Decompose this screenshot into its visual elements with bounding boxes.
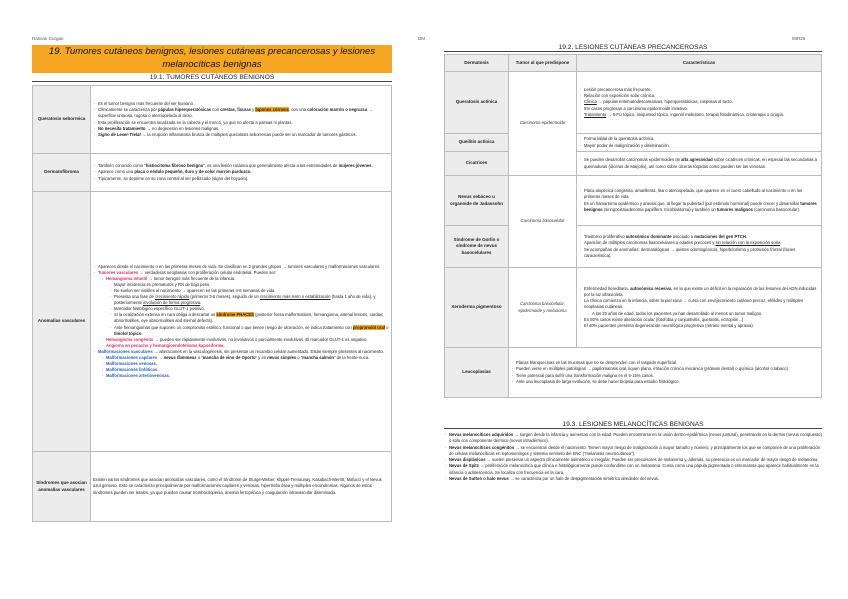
header-author: Rasvan Gurgan (32, 36, 64, 41)
list-item: · A los 20 años de edad, todos los pacientes ya han desarrollado al menos un tumor maligno. (592, 311, 819, 317)
row-content (577, 176, 822, 226)
list-item: · Hemangioma infantil → tumor benigno más frecuente de la infancia. · Mayor incidencia en prematuros y RN de bajo peso. · No suelen ser visibles al nacimiento → aparecen en las primeras 4-6 semanas de vida. · Presenta una fase de crecimiento rápido (primeros 3-6 meses), seguido de un crecimiento más lento o estabilización (hasta 1 año de vida), y posteriormente involución de forma progresiva. · Marcador histológico específico GLUT-1 positivo. · Si la ocalización extensa en cara obliga a descartar un síndrome PHACES (posterior fossa malformations, hemangioma, arterial lesions, cardiac abnormalities, eye abnormalities and sternal defects). · Ante hemangiomas que suponen un compromiso estético, funcional o que tienen riesgo de ulceración, se indica tratamiento con propranolol oral o timolol tópico. (106, 276, 389, 336)
column-header: Características (577, 55, 822, 72)
row-label: Dermatofibroma (33, 154, 91, 192)
list-item: · En 80% casos existe alteración ocular (fotofobia y conjuntivitis, queratitis, ectropión...) (584, 317, 819, 323)
list-item: · Pueden verse en múltiples patologías → papilomatosis oral, liquen plano, irritación crónica mecánica (prótesis dental) o química (alcohol o tabaco). (516, 366, 819, 372)
row-label: Cicatrices (445, 152, 509, 176)
list-item: · Tumores vasculares → verdaderas neoplasias con proliferación celular endotelial. Pueden ser: · Hemangioma infantil → tumor benigno más frecuente de la infancia. · Mayor incidencia en prematuros y RN de bajo peso. · No suelen ser visibles al nacimiento → aparecen en las primeras 4-6 semanas de vida. · Presenta una fase de crecimiento rápido (primeros 3-6 meses), seguido de un crecimiento más lento o estabilización (hasta 1 año de vida), y posteriormente involución de forma progresiva. · Marcador histológico específico GLUT-1 positivo. · Si la ocalización extensa en cara obliga a descartar un síndrome PHACES (posterior fossa malformations, hemangioma, arterial lesions, cardiac abnormalities, eye abnormalities and sternal defects). · Ante hemangiomas que suponen un compromiso estético, funcional o que tienen riesgo de ulceración, se indica tratamiento con propranolol oral o timolol tópico. · Hemangioma congénito → pueden ser rápidamente involutivos, no involutivos o parcialmente involutivos. El marcador GLUT-1 es negativo. · Angioma en penacho y hemangioendotelioma kaposiforme. (98, 270, 389, 349)
predisposed-tumor: Carcinoma basocelular (509, 176, 577, 268)
list-item: · Aparece como una placa o nódulo pequeño, duro y de color marrón parduzco. (98, 169, 389, 175)
row-content (577, 226, 822, 268)
list-item: · Enfermedad hereditaria, autosómica recesiva, en la que existe un déficit en la reparación de las lesiones del ADN inducidas por la luz ultravioleta. (584, 286, 819, 298)
list-item: · Esta proliferación se encuentra localizada en la cabeza y el tronco, ya que no afecta a palmas ni plantas. (98, 120, 389, 126)
row-content (91, 86, 392, 154)
list-item: · Nevus de Sutton o halo nevus → se caracteriza por un halo de despigmentación simétrico alrededor del nevus. (449, 476, 822, 482)
list-item: · Típicamente, se deprime en su zona central al ser pellizcado (signo del hoyuelo). (98, 176, 389, 182)
row-label: Xeroderma pigmentoso (445, 268, 509, 348)
row-content (577, 268, 822, 348)
list-item: · Lesión precancerosa más frecuente. (584, 87, 819, 93)
list-item: · Se pueden desarrollar carcinomas epidermoides de alta agresividad sobre cicatrices crónicas, en especial las secundarias a quemaduras (úlceras de Marjolin), así como sobre úlceras tórpidas como pueden ser las venosas. (584, 157, 819, 169)
section-title-precancerosas: 19.2. LESIONES CUTÁNEAS PRECANCEROSAS (444, 44, 822, 52)
row-content (91, 192, 392, 452)
predisposed-tumor: Carcinoma basocelular, epidermoide y melanoma (509, 268, 577, 348)
column-header: Dermatosis (445, 55, 509, 72)
list-item: · Ante hemangiomas que suponen un compromiso estético, funcional o que tienen riesgo de ulceración, se indica tratamiento con propranolol oral o timolol tópico. (114, 325, 389, 337)
row-content: Existen varios síndromes que asocian anomalías vasculares, como el Síndrome de Sturge-Weber, Klippel-Trenaunay, Kasabach-Merritt, Mafucci y el Nevus azul gomoso. Esto se caracteriza principalmente por malformaciones capilares y venosas, hipertrofia ósea y múltiples encondromas. Algunos de estos síndromes pueden ser letales, ya que pueden causar trombocitopenia, anemia ferropénica y coagulación intravascular diseminada. (91, 452, 392, 522)
list-item: · Malformaciones capilares → nevus flammeus o "mancha de vino de Oporto" y en nevus simplex o "mancha salmón" de la frente-nuca. (106, 355, 389, 361)
list-item: · Nevus de Spitz → proliferación melanocítica que clínica e histológicamente puede confundirse con un melanoma. Cursa como una pápula pigmentada o eritematosa que aparece habitualmente en la infancia o adolescencia. Se localiza con frecuencia en la cara. (449, 463, 822, 476)
tumores-benignos-table (32, 85, 392, 522)
list-item: · Malformaciones arteriovenosas. (106, 373, 389, 379)
row-label: Leucoplasias (445, 348, 509, 398)
list-item: · La clínica comienza en la infancia, sobre la piel sana → cursa con envejecimiento cutáneo precoz, efélides y múltiples neoplasias cutáneas. (584, 298, 819, 310)
row-content (509, 348, 822, 398)
list-item: · Angioma en penacho y hemangioendotelioma kaposiforme. (106, 343, 389, 349)
table-row (445, 348, 822, 398)
list-item: · Nevus displásicos → suelen presentar un aspecto clínicamente asimétrico o irregular. Pueden ser precursores de melanoma y, además, su presencia es un marcador de mayor riesgo de melanoma. (449, 457, 822, 463)
list-item: · Clínicamente se caracteriza por pápulas hiperqueratósicas con crestas, fisuras y tapones córneos, con una coloración marrón o negruzca → superficie untuosa, rugosa o aterciopelada al tacto. (98, 107, 389, 119)
list-item: · Hemangioma congénito → pueden ser rápidamente involutivos, no involutivos o parcialmente involutivos. El marcador GLUT-1 es negativo. (106, 337, 389, 343)
list-item: · Se acompañan de anomalías: dermatológicas → quistes odontogénicos, hipertelorismo y protrusión frontal (facies característica). (584, 247, 819, 259)
list-item: · Mayor incidencia en prematuros y RN de bajo peso. (114, 282, 389, 288)
list-item: · Mayor poder de malignización y diseminación. (584, 143, 819, 149)
row-content (577, 72, 822, 134)
header-center: DM (418, 36, 425, 41)
row-label: Anomalías vasculares (33, 192, 91, 452)
list-item: · Placas blanquecinas en las mucosas que no se desprenden con el raspado superficial. (516, 360, 819, 366)
page-title: 19. Tumores cutáneos benignos, lesiones cutáneas precancerosas y lesiones melanocíticas benignas (32, 45, 392, 73)
section-title-melanociticas: 19.3. LESIONES MELANOCÍTICAS BENIGNAS (444, 421, 822, 429)
row-content (577, 134, 822, 152)
list-item: · Tiene potencial para sufrir una transformación maligna en el 5-15% casos. (516, 373, 819, 379)
list-item: · Tratamiento → 5-FU tópico, imiquimod tópico, ingenol mebutano, terapia fotodinámica, crioterapia o cirugía. (584, 112, 819, 118)
table-row (445, 152, 822, 176)
list-item: · Malformaciones venosas. (106, 361, 389, 367)
row-content (91, 154, 392, 192)
list-item: · Ante una leucoplasia de larga evolución, se debe hacer biopsia para estudio histológico. (516, 379, 819, 385)
list-item: · Malformaciones linfáticas. (106, 367, 389, 373)
list-item: · Es el tumor benigno más frecuente del ser humano. (98, 101, 389, 107)
predisposed-tumor: Carcinoma epidermoide (509, 72, 577, 176)
table-row (445, 268, 822, 348)
row-content (577, 152, 822, 176)
list-item: · Nevus melanocíticos congénitos → se encuentran desde el nacimiento. Tienen mayor riesgo de malignización a mayor tamaño y número, y principalmente los que se componen de una proliferación de células melanocíticas en leptomeninges y sistema nervioso del SNC ("melanosis neurocutánea"). (449, 445, 822, 458)
list-item: · Nevus melanocíticos adquiridos → surgen desde la infancia y aumentan con la edad. Pueden encontrarse en la unión dermo-epidérmica (nevus juntural), penetrando en la dermis (nevus compuesto) o sólo con componente dérmico (nevus intradérmico). (449, 432, 822, 445)
table-header-row (445, 55, 822, 72)
list-item: · Relación con exposición solar crónica. (584, 93, 819, 99)
row-label: Queratosis actínica (445, 72, 509, 134)
list-item: · Malformaciones vasculares → alteraciones en la vasculogénesis, sin presentar un recambio celular aumentado. Están siempre presentes al nacimiento. · Malformaciones capilares → nevus flammeus o "mancha de vino de Oporto" y en nevus simplex o "mancha salmón" de la frente-nuca. · Malformaciones venosas. · Malformaciones linfáticas. · Malformaciones arteriovenosas. (98, 349, 389, 379)
list-item: · Es un hamartoma epidérmico y anexial que, al llegar la pubertad (por estímulo hormonal) puede crecer y desarrollar tumores benignos (siringocistoadenoma papilífero, tricoblastoma) y también un tumores malignos (carcinoma basocelular). (584, 201, 819, 213)
list-item: · No suelen ser visibles al nacimiento → aparecen en las primeras 4-6 semanas de vida. (114, 288, 389, 294)
nevus-list (444, 432, 822, 482)
table-row (33, 192, 392, 452)
header-right: MIR25 (792, 36, 806, 41)
precancerosas-table (444, 54, 822, 398)
list-item: · Clínica → pápulas eritematodescamativas, hiperqueratósicas, rasposas al tacto. (584, 99, 819, 105)
list-item: · Trastorno proliferativo autosómico dominante asociado a mutaciones del gen PTCH. (584, 234, 819, 240)
row-label: Queilitis actínica (445, 134, 509, 152)
row-label: Queratosis seborreica (33, 86, 91, 154)
table-row (33, 86, 392, 154)
list-item: · El 40% pacientes presenta degeneración neurológica progresiva (retraso mental y apraxia). (584, 323, 819, 329)
table-row (445, 72, 822, 134)
table-row (33, 452, 392, 522)
table-row (445, 176, 822, 226)
list-item: · Forma labial de la queratosis actínica. (584, 136, 819, 142)
list-item: · También conocido como "histiocitoma fibroso benigno", es una lesión cutánea que generalmente afecta a las extremidades de mujeres jóvenes. (98, 163, 389, 169)
list-item: · Presenta una fase de crecimiento rápido (primeros 3-6 meses), seguido de un crecimiento más lento o estabilización (hasta 1 año de vida), y posteriormente involución de forma progresiva. (114, 294, 389, 306)
list-item: · Signo de Leser-Trelat → la erupción inflamatoria brusca de múltiples queratosis seborreicas puede ser un marcador de tumores gástricos. (98, 132, 389, 138)
row-label: Síndrome de Gorlin o síndrome de nevus basocelulares (445, 226, 509, 268)
table-row (445, 226, 822, 268)
list-item: · Placa alopécica congénita, amarillenta, lisa o aterciopelada, que aparece en el cuero cabelludo al nacimiento o en los primeros meses de vida. (584, 188, 819, 200)
list-item: · Aparición de múltiples carcinomas basocelulares a edades precoces y sin relación con la exposición solar. (584, 240, 819, 246)
list-item: · 5% casos progresan a carcinoma epidermoide invasivo. (584, 106, 819, 112)
list-item: · Si la ocalización extensa en cara obliga a descartar un síndrome PHACES (posterior fossa malformations, hemangioma, arterial lesions, cardiac abnormalities, eye abnormalities and sternal defects). (114, 312, 389, 324)
row-label: Nevus sebáceo u organoide de Jadassohn (445, 176, 509, 226)
row-label: Síndromes que asocian anomalías vasculares (33, 452, 91, 522)
list-item: · Marcador histológico específico GLUT-1 positivo. (114, 306, 389, 312)
list-item: · Aparecen desde el nacimiento o en las primeras meses de vida. Se clasifican en 2 grandes grupos → tumores vasculares y malformaciones vasculares. (98, 264, 389, 270)
column-header: Tumor al que predispone (509, 55, 577, 72)
list-item: · No necesita tratamiento → no degeneran en lesiones malignas. (98, 126, 389, 132)
table-row (445, 134, 822, 152)
table-row (33, 154, 392, 192)
section-title-tumores-benignos: 19.1. TUMORES CUTÁNEOS BENIGNOS (32, 74, 392, 82)
